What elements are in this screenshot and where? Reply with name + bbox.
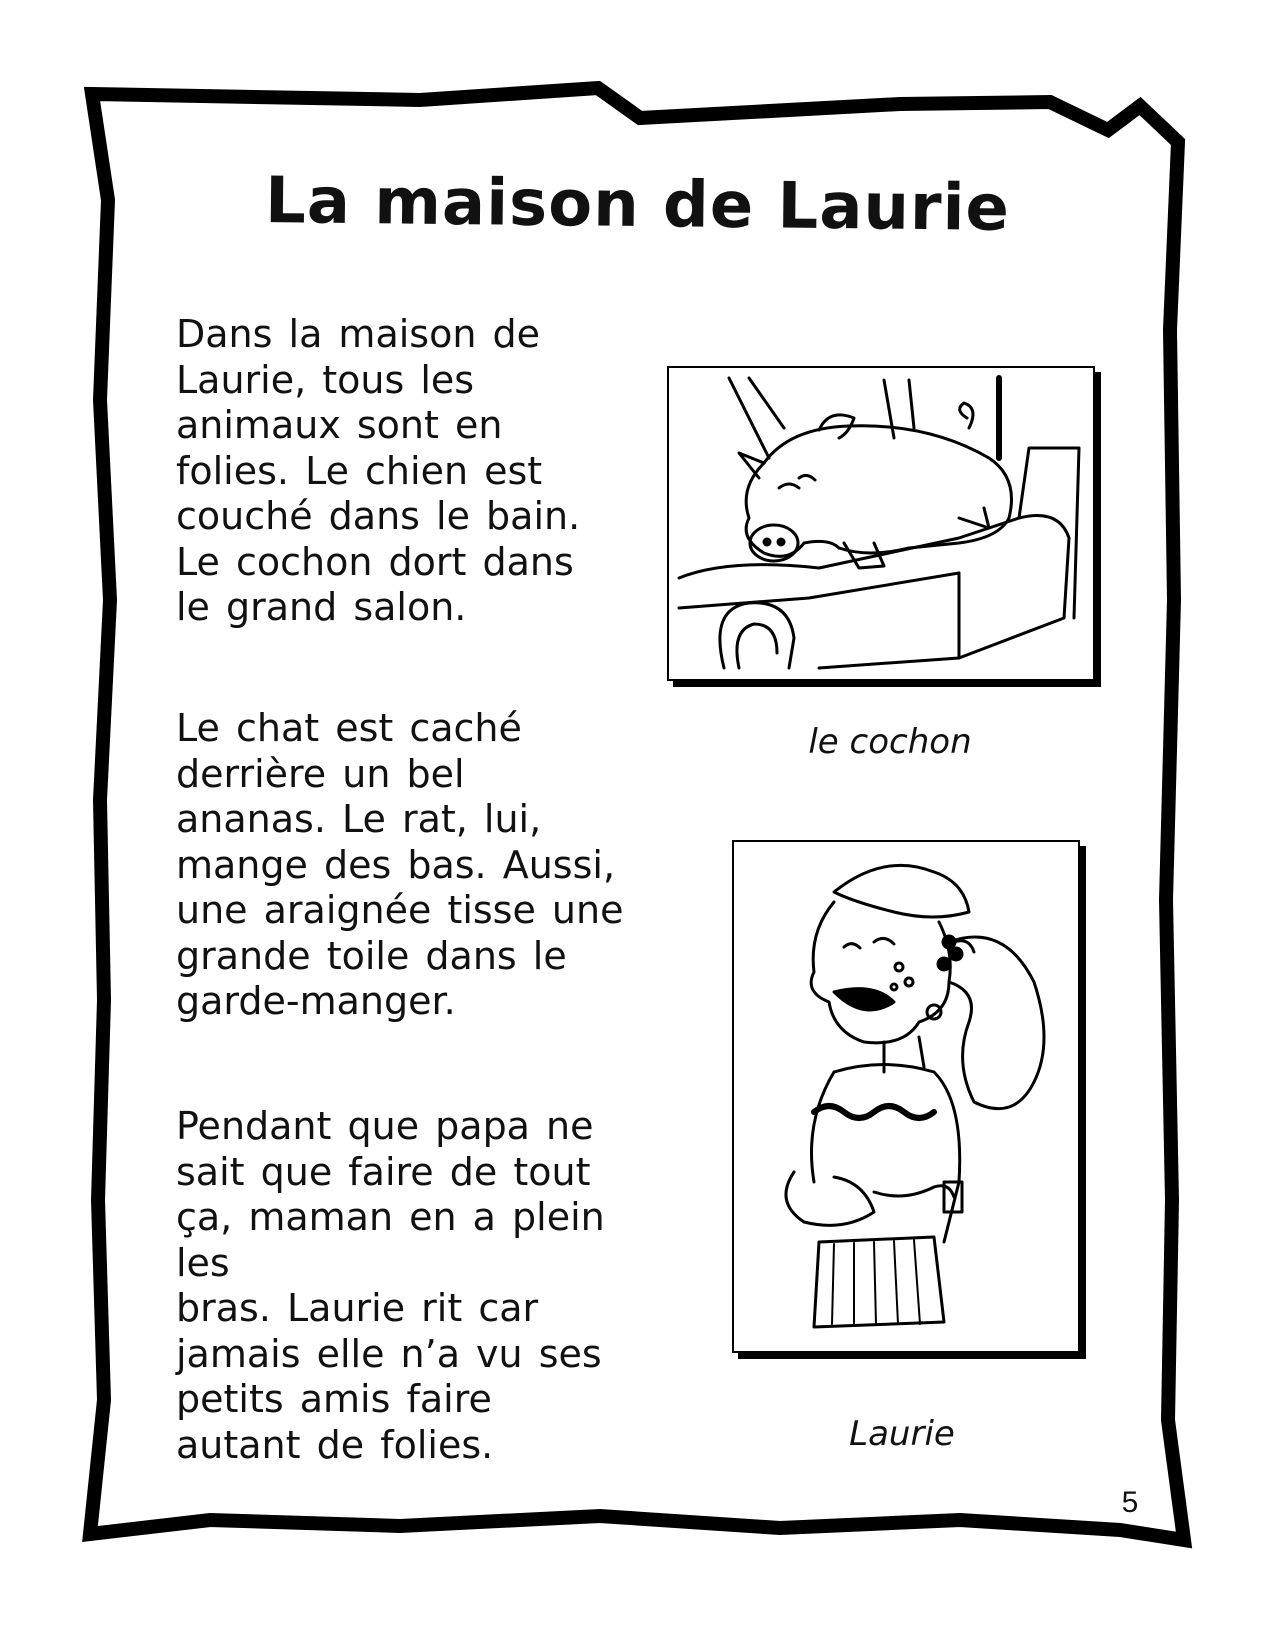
story-paragraph-2: Le chat est caché derrière un bel ananas. Le rat, lui, mange des bas. Aussi, une araignée tisse une grande toile dans le garde-manger.: [176, 706, 624, 1023]
girl-caption: Laurie: [849, 1414, 955, 1454]
pig-caption: le cochon: [808, 722, 972, 762]
page-number: 5: [1121, 1486, 1139, 1519]
pig-drawing: [669, 368, 1093, 679]
girl-drawing: [734, 842, 1078, 1351]
story-paragraph-3: Pendant que papa ne sait que faire de tout ça, maman en a plein les bras. Laurie rit car jamais elle n’a vu ses petits amis faire autant de folies.: [176, 1104, 605, 1467]
page-title: La maison de Laurie: [264, 164, 1011, 246]
story-paragraph-1: Dans la maison de Laurie, tous les animaux sont en folies. Le chien est couché dans le bain. Le cochon dort dans le grand salon.: [176, 312, 581, 629]
pig-illustration: [667, 366, 1095, 681]
girl-illustration: [732, 840, 1080, 1353]
